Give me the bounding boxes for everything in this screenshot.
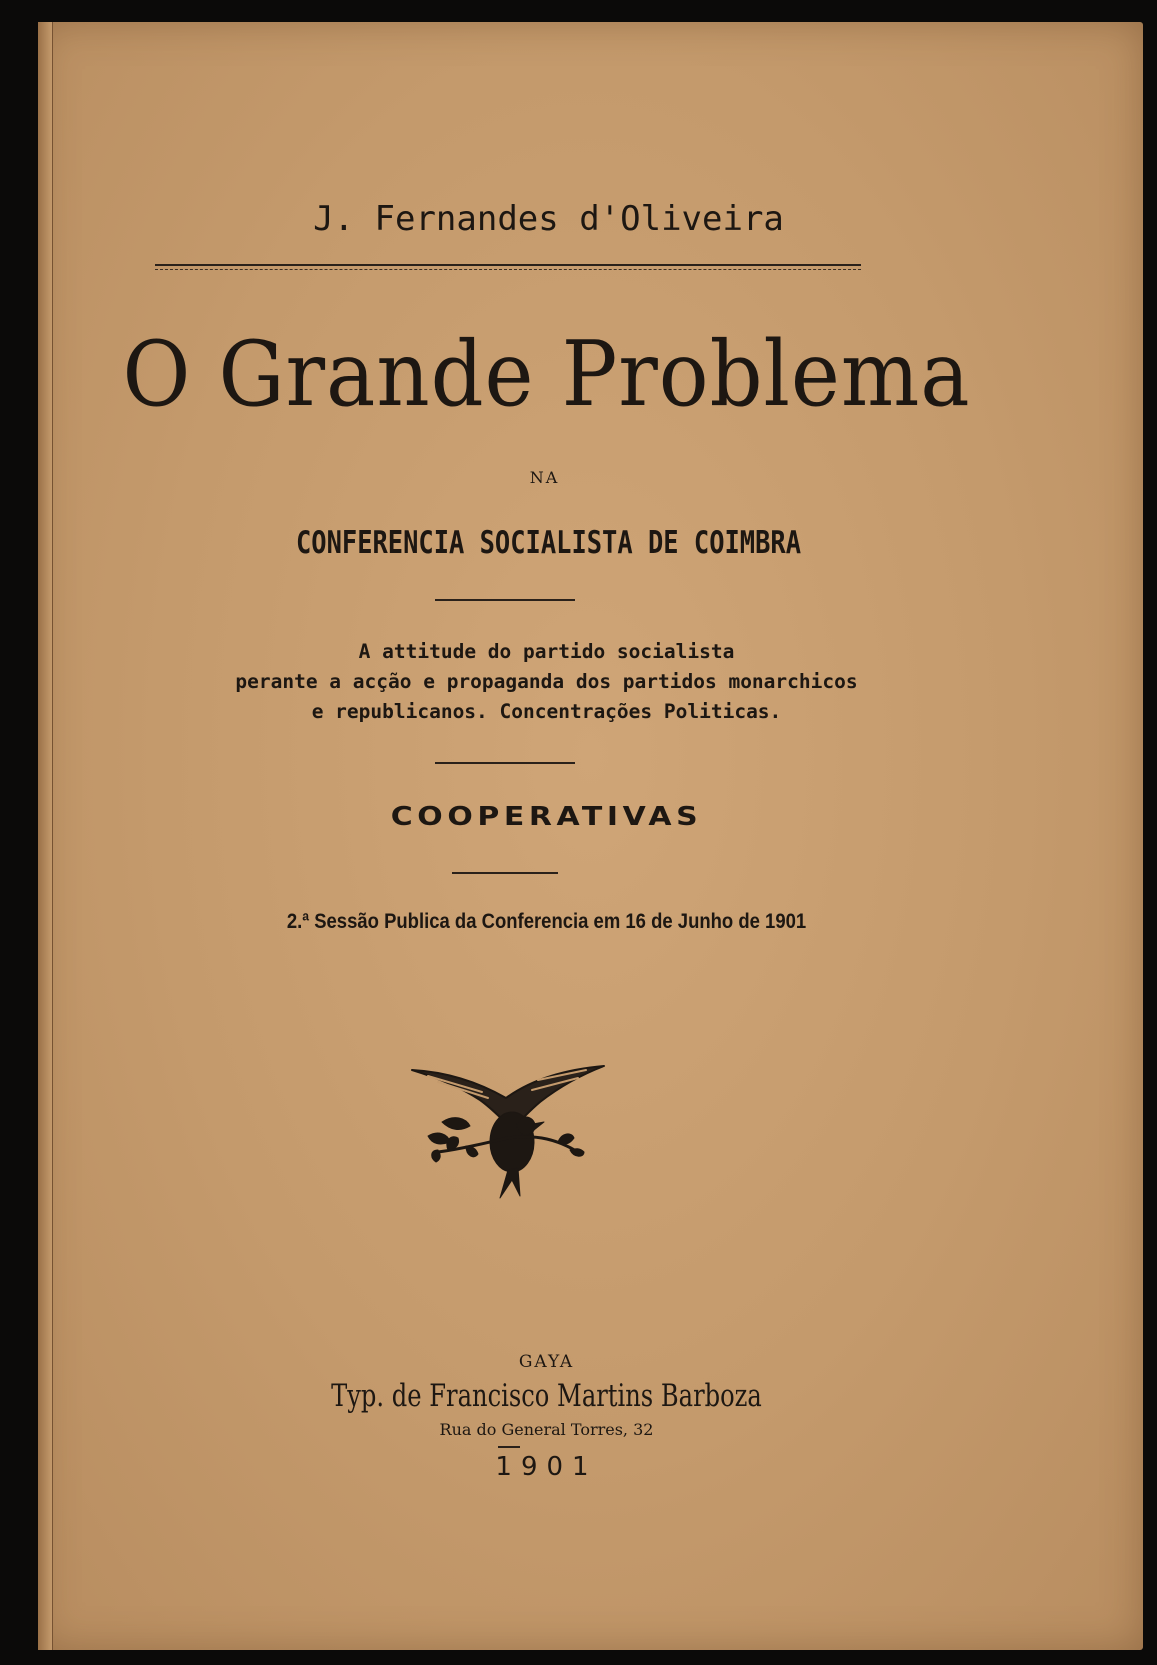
title-preposition: NA <box>529 468 560 487</box>
divider-2 <box>435 762 575 764</box>
imprint-place: GAYA <box>518 1352 575 1372</box>
imprint-year: 1901 <box>495 1452 598 1482</box>
author-name: J. Fernandes d'Oliveira <box>313 199 784 239</box>
subtitle-line-2: perante a acção e propaganda dos partidos monarchicos <box>235 670 858 693</box>
year-divider <box>498 1446 520 1448</box>
book-title: O Grande Problema <box>122 322 971 427</box>
bird-with-branch-icon <box>408 1062 608 1202</box>
imprint-printer: Typ. de Francisco Martins Barboza <box>331 1378 762 1414</box>
divider-1 <box>435 599 575 601</box>
session-line: 2.ª Sessão Publica da Conferencia em 16 de Junho de 1901 <box>286 910 807 933</box>
title-page <box>38 22 1143 1650</box>
imprint-address: Rua do General Torres, 32 <box>439 1420 654 1439</box>
subtitle-line-1: A attitude do partido socialista <box>358 640 735 663</box>
page-spine-edge <box>38 22 53 1650</box>
conference-name: CONFERENCIA SOCIALISTA DE COIMBRA <box>295 525 802 561</box>
subtitle-block <box>0 637 1099 727</box>
subtitle-line-3: e republicanos. Concentrações Politicas. <box>311 700 782 723</box>
header-divider <box>155 264 861 266</box>
divider-3 <box>452 872 558 874</box>
section-heading: COOPERATIVAS <box>390 802 703 832</box>
